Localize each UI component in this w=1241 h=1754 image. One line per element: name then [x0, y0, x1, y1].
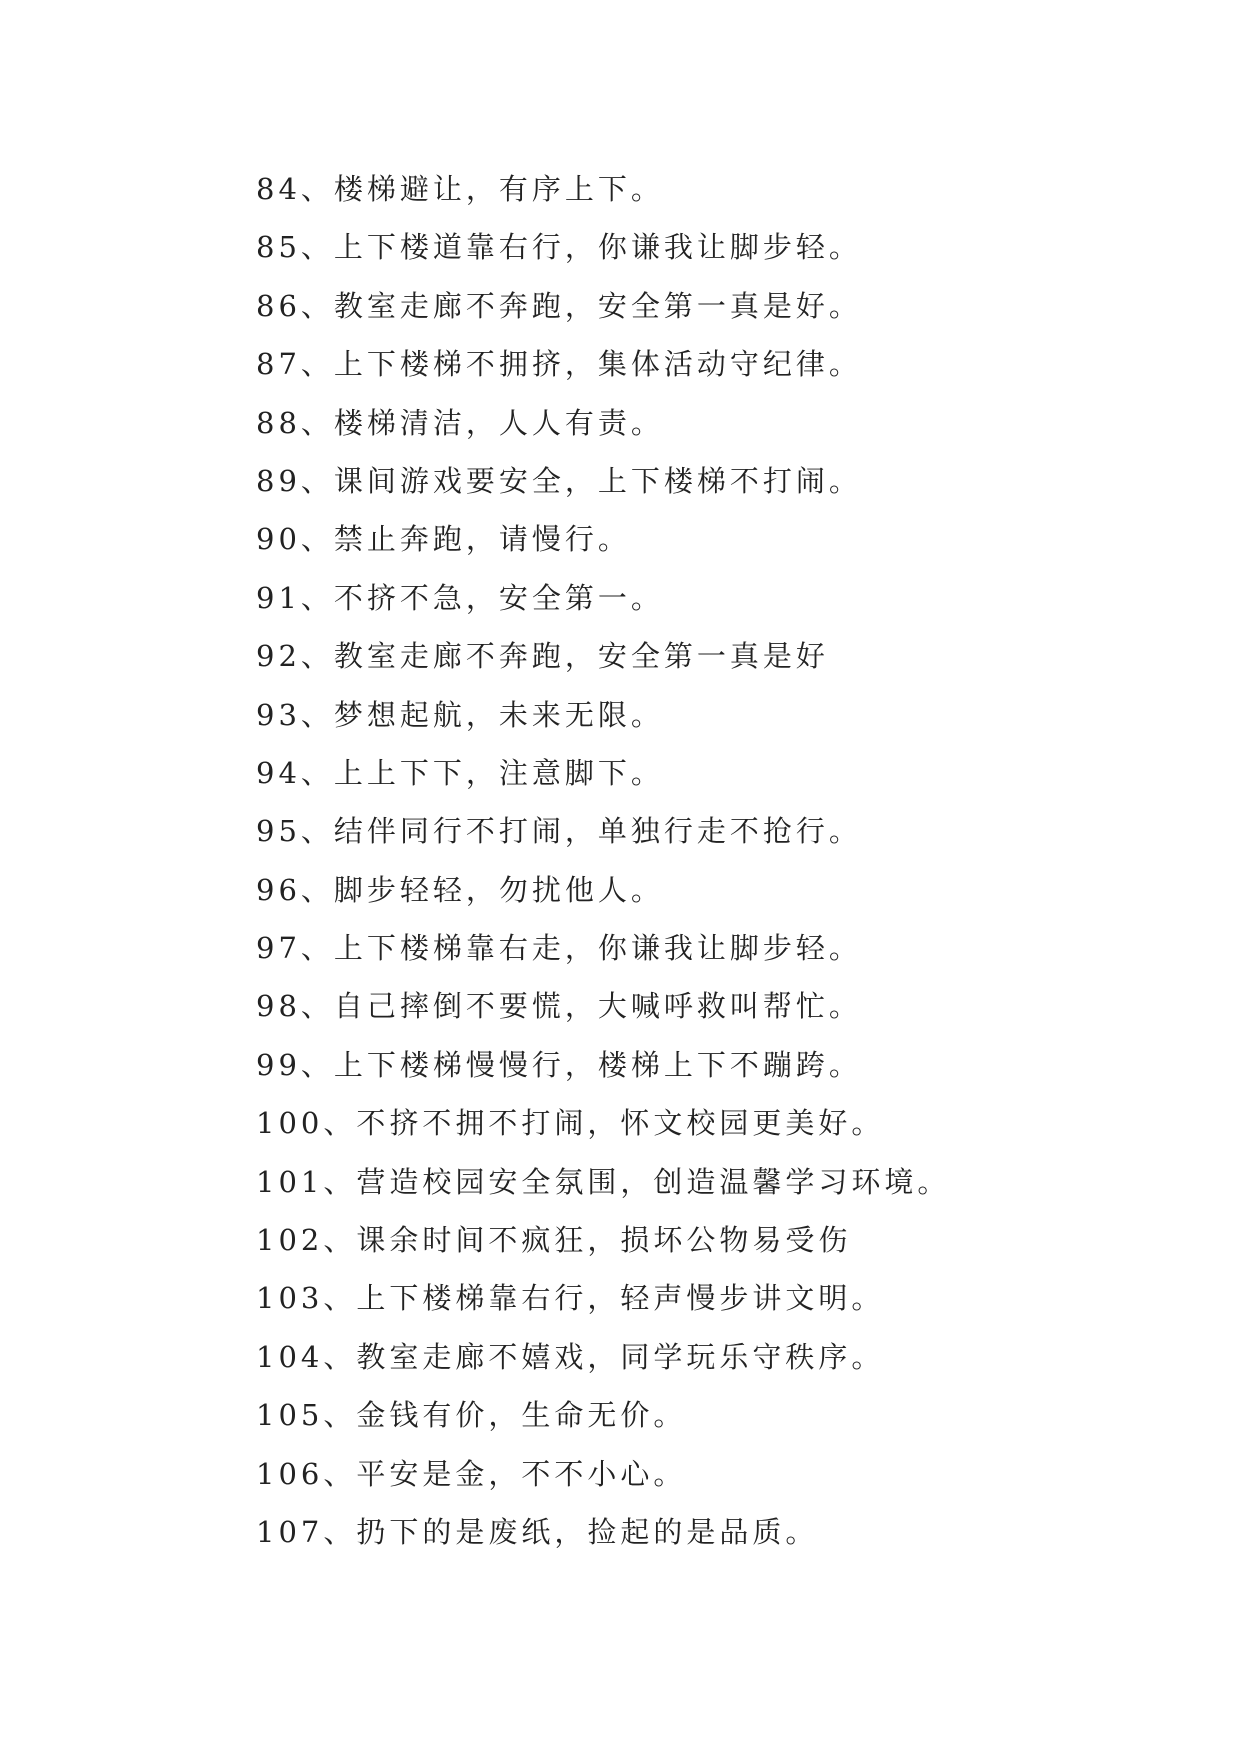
slogan-line: 101、营造校园安全氛围，创造温馨学习环境。 — [256, 1164, 951, 1199]
slogan-line: 87、上下楼梯不拥挤，集体活动守纪律。 — [256, 347, 862, 382]
slogan-line: 102、课余时间不疯狂，损坏公物易受伤 — [256, 1223, 852, 1258]
slogan-line: 92、教室走廊不奔跑，安全第一真是好 — [256, 639, 829, 674]
slogan-line: 97、上下楼梯靠右走，你谦我让脚步轻。 — [256, 931, 862, 966]
slogan-line: 96、脚步轻轻，勿扰他人。 — [256, 872, 664, 907]
slogan-line: 106、平安是金，不不小心。 — [256, 1456, 687, 1491]
slogan-line: 94、上上下下，注意脚下。 — [256, 755, 664, 790]
slogan-line: 84、楼梯避让，有序上下。 — [256, 172, 664, 206]
slogan-line: 105、金钱有价，生命无价。 — [256, 1398, 687, 1433]
slogan-line: 91、不挤不急，安全第一。 — [256, 580, 664, 615]
slogan-line: 95、结伴同行不打闹，单独行走不抢行。 — [256, 814, 862, 849]
slogan-line: 107、扔下的是废纸，捡起的是品质。 — [256, 1514, 819, 1549]
slogan-line: 100、不挤不拥不打闹，怀文校园更美好。 — [256, 1106, 885, 1141]
slogan-line: 89、课间游戏要安全，上下楼梯不打闹。 — [256, 463, 862, 498]
slogan-line: 90、禁止奔跑，请慢行。 — [256, 522, 631, 557]
slogan-list — [256, 160, 950, 1561]
slogan-line: 88、楼梯清洁，人人有责。 — [256, 405, 664, 440]
slogan-line: 98、自己摔倒不要慌，大喊呼救叫帮忙。 — [256, 989, 862, 1024]
slogan-line: 104、教室走廊不嬉戏，同学玩乐守秩序。 — [256, 1339, 885, 1374]
slogan-line: 85、上下楼道靠右行，你谦我让脚步轻。 — [256, 230, 862, 265]
slogan-line: 86、教室走廊不奔跑，安全第一真是好。 — [256, 288, 862, 323]
slogan-line: 93、梦想起航，未来无限。 — [256, 697, 664, 732]
slogan-line: 99、上下楼梯慢慢行，楼梯上下不蹦跨。 — [256, 1047, 862, 1082]
slogan-line: 103、上下楼梯靠右行，轻声慢步讲文明。 — [256, 1281, 885, 1316]
